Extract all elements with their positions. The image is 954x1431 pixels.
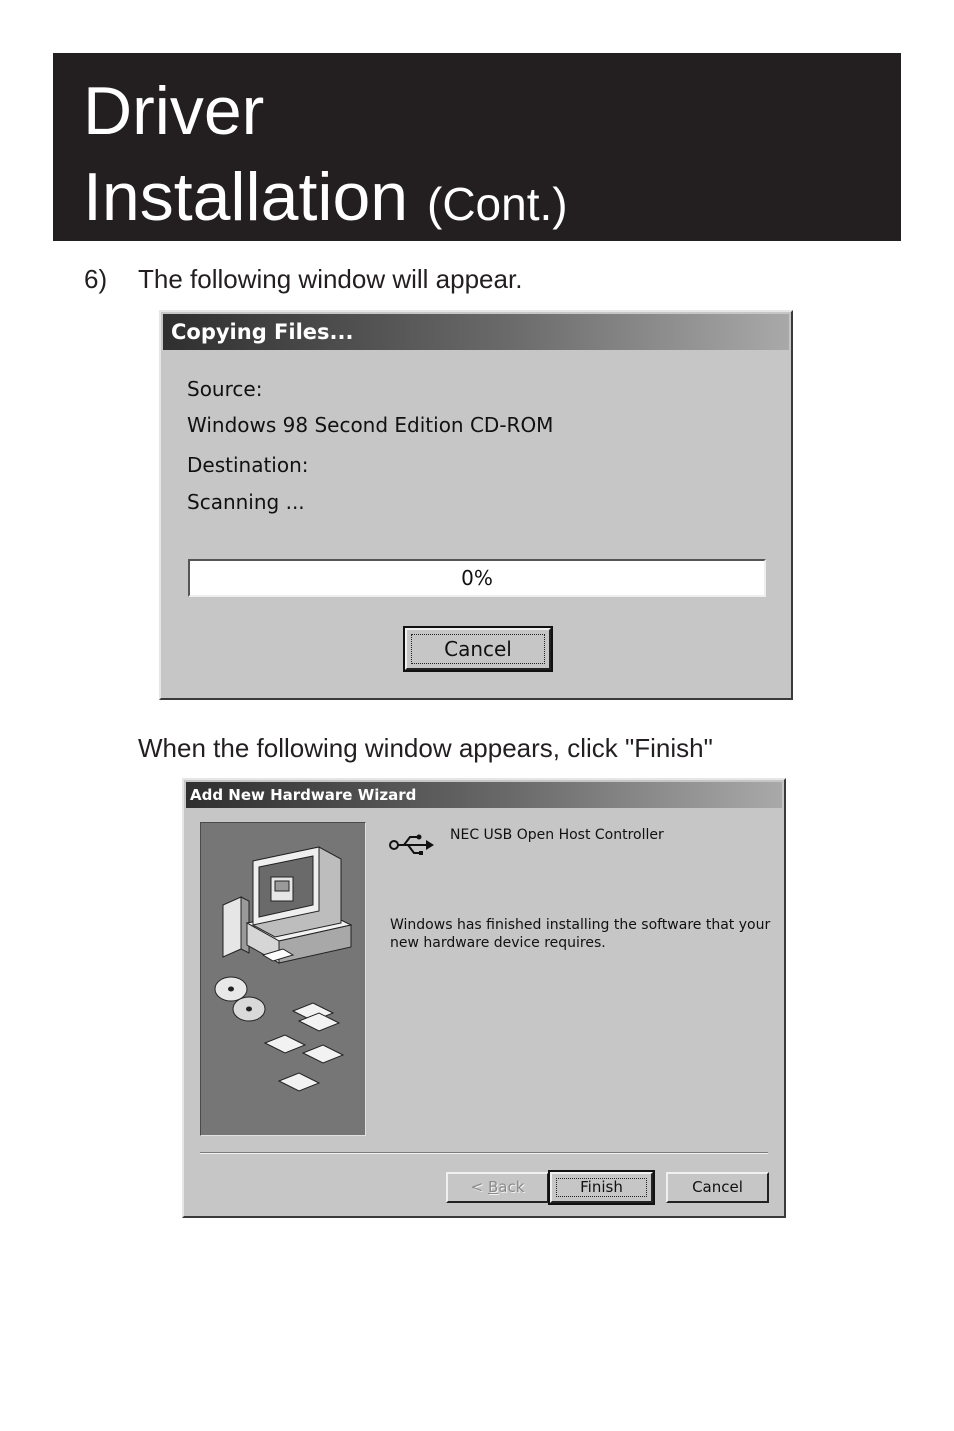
- cd-icon: [215, 977, 265, 1021]
- step-number: 6): [84, 264, 108, 294]
- destination-label: Destination:: [187, 453, 309, 477]
- wizard-side-panel: [200, 822, 366, 1136]
- header-title-line1: Driver: [83, 73, 265, 149]
- copying-files-dialog: [159, 310, 793, 700]
- wizard-message: Windows has finished installing the software that your new hardware device requires.: [390, 917, 771, 951]
- header-title-suffix: (Cont.): [427, 178, 568, 230]
- copy-cancel-button[interactable]: [405, 628, 551, 670]
- wizard-cancel-button[interactable]: [666, 1172, 769, 1203]
- section-header: [53, 53, 901, 241]
- wizard-cancel-label: Cancel: [692, 1178, 743, 1196]
- cancel-label: Cancel: [444, 637, 512, 661]
- back-prefix: <: [470, 1178, 488, 1196]
- finish-instruction: When the following window appears, click "Finish": [138, 733, 713, 763]
- finish-label: Finish: [580, 1178, 623, 1196]
- back-button[interactable]: [446, 1172, 549, 1203]
- back-label: [471, 1178, 525, 1196]
- floppy-disk-icon: [265, 1003, 343, 1091]
- back-accelerator: B: [487, 1178, 499, 1196]
- header-title-line2: [83, 157, 568, 244]
- step-6: [84, 262, 522, 296]
- source-label: Source:: [187, 377, 263, 401]
- device-name: NEC USB Open Host Controller: [450, 827, 664, 843]
- copying-files-titlebar[interactable]: Copying Files...: [163, 314, 789, 350]
- computer-icon: [223, 847, 351, 963]
- progress-percent: 0%: [461, 566, 493, 590]
- source-value: Windows 98 Second Edition CD-ROM: [187, 413, 554, 437]
- copy-progress-bar: [188, 559, 766, 597]
- finish-button[interactable]: [550, 1172, 653, 1203]
- computer-and-disks-illustration: [201, 823, 365, 1135]
- back-rest: ack: [498, 1178, 525, 1196]
- step-text: The following window will appear.: [138, 264, 523, 294]
- status-text: Scanning ...: [187, 490, 305, 514]
- wizard-titlebar[interactable]: Add New Hardware Wizard: [186, 782, 782, 808]
- usb-icon: [388, 832, 436, 858]
- wizard-divider: [200, 1152, 768, 1154]
- header-title-main: Installation: [83, 159, 409, 235]
- add-new-hardware-wizard: [182, 778, 786, 1218]
